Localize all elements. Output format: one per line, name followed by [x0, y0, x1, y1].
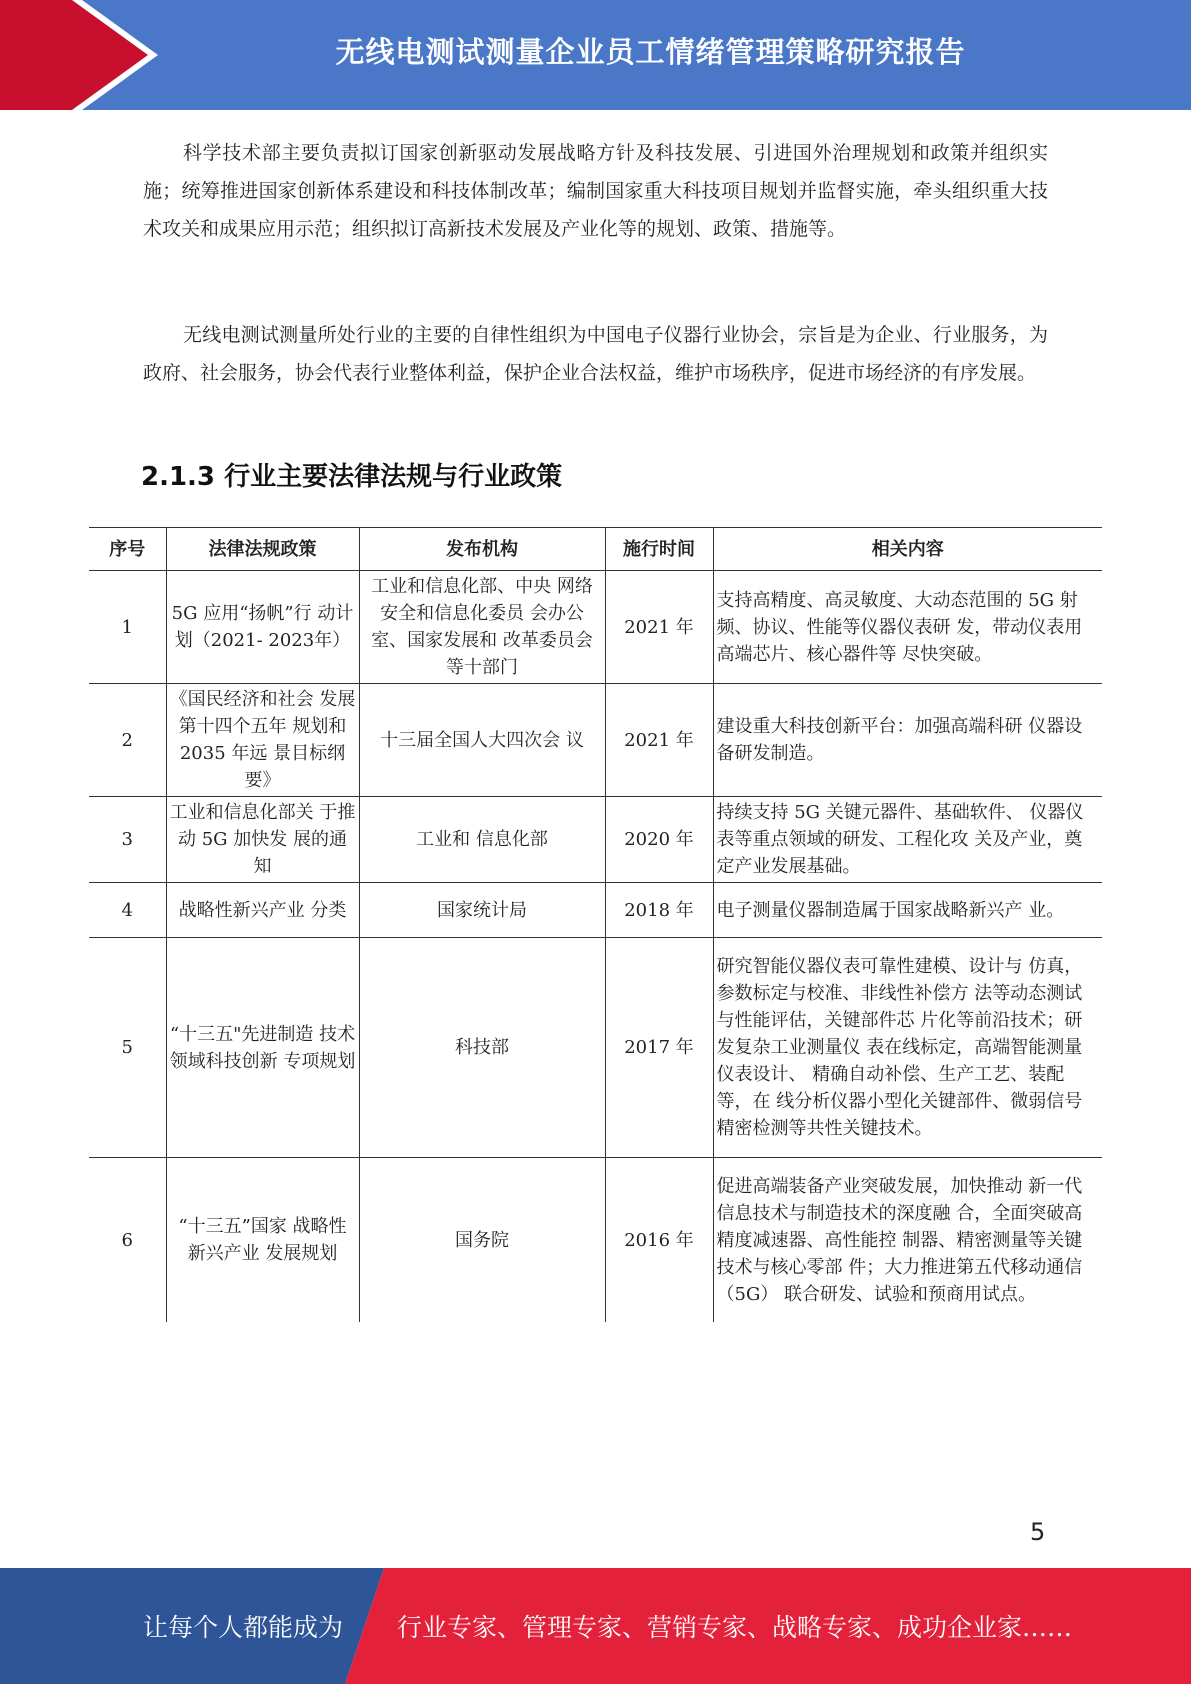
cell-date: 2021 年 — [605, 684, 713, 797]
cell-policy: 《国民经济和社会 发展第十四个五年 规划和 2035 年远 景目标纲要》 — [166, 684, 359, 797]
cell-content: 研究智能仪器仪表可靠性建模、设计与 仿真，参数标定与校准、非线性补偿方 法等动态测试与性能评估，关键部件芯 片化等前沿技术；研发复杂工业测量仪 表在线标定，高端智能测量仪表设计、 精确自动补偿、生产工艺、装配等，在 线分析仪器小型化关键部件、微弱信号 精密检测等共性关键技术。 — [713, 938, 1102, 1158]
paragraph-industry-association: 无线电测试测量所处行业的主要的自律性组织为中国电子仪器行业协会，宗旨是为企业、行业服务，为政府、社会服务，协会代表行业整体利益，保护企业合法权益，维护市场秩序，促进市场经济的有序发展。 — [143, 324, 1048, 384]
cell-date: 2018 年 — [605, 883, 713, 938]
paragraph-ministry-duties: 科学技术部主要负责拟订国家创新驱动发展战略方针及科技发展、引进国外治理规划和政策并组织实施；统筹推进国家创新体系建设和科技体制改革；编制国家重大科技项目规划并监督实施，牵头组织重大技术攻关和成果应用示范；组织拟订高新技术发展及产业化等的规划、政策、措施等。 — [143, 142, 1048, 240]
cell-date: 2016 年 — [605, 1158, 713, 1323]
cell-content: 电子测量仪器制造属于国家战略新兴产 业。 — [713, 883, 1102, 938]
table-row — [89, 883, 1102, 938]
header-policy: 法律法规政策 — [166, 528, 359, 571]
cell-issuer: 国务院 — [359, 1158, 605, 1323]
cell-content: 支持高精度、高灵敏度、大动态范围的 5G 射频、协议、性能等仪器仪表研 发，带动仪表用高端芯片、核心器件等 尽快突破。 — [713, 571, 1102, 684]
cell-content: 促进高端装备产业突破发展，加快推动 新一代信息技术与制造技术的深度融 合，全面突破高精度减速器、高性能控 制器、精密测量等关键技术与核心零部 件；大力推进第五代移动通信（5G） 联合研发、试验和预商用试点。 — [713, 1158, 1102, 1323]
table-row — [89, 684, 1102, 797]
cell-policy: “十三五”国家 战略性新兴产业 发展规划 — [166, 1158, 359, 1323]
header-no: 序号 — [89, 528, 166, 571]
cell-no: 2 — [89, 684, 166, 797]
section-heading: 2.1.3 行业主要法律法规与行业政策 — [141, 462, 563, 492]
header-date: 施行时间 — [605, 528, 713, 571]
cell-issuer: 十三届全国人大四次会 议 — [359, 684, 605, 797]
footer-slogan-right: 行业专家、管理专家、营销专家、战略专家、成功企业家…… — [397, 1613, 1073, 1642]
cell-content: 建设重大科技创新平台：加强高端科研 仪器设备研发制造。 — [713, 684, 1102, 797]
cell-no: 1 — [89, 571, 166, 684]
cell-date: 2020 年 — [605, 797, 713, 883]
table-header-row — [89, 528, 1102, 571]
cell-no: 3 — [89, 797, 166, 883]
policy-table — [89, 527, 1102, 1322]
cell-issuer: 工业和信息化部、中央 网络安全和信息化委员 会办公室、国家发展和 改革委员会等十部门 — [359, 571, 605, 684]
cell-policy: 工业和信息化部关 于推动 5G 加快发 展的通知 — [166, 797, 359, 883]
table-row — [89, 571, 1102, 684]
cell-date: 2017 年 — [605, 938, 713, 1158]
header-issuer: 发布机构 — [359, 528, 605, 571]
cell-issuer: 科技部 — [359, 938, 605, 1158]
table-row — [89, 797, 1102, 883]
cell-policy: 5G 应用“扬帆”行 动计划（2021- 2023年） — [166, 571, 359, 684]
cell-issuer: 国家统计局 — [359, 883, 605, 938]
cell-issuer: 工业和 信息化部 — [359, 797, 605, 883]
page-footer-band — [0, 1568, 1191, 1684]
cell-no: 5 — [89, 938, 166, 1158]
cell-policy: “十三五"先进制造 技术领域科技创新 专项规划 — [166, 938, 359, 1158]
header-content: 相关内容 — [713, 528, 1102, 571]
cell-content: 持续支持 5G 关键元器件、基础软件、 仪器仪表等重点领域的研发、工程化攻 关及产业，奠定产业发展基础。 — [713, 797, 1102, 883]
page-number: 5 — [1030, 1518, 1046, 1546]
page-header-band — [0, 0, 1191, 110]
cell-policy: 战略性新兴产业 分类 — [166, 883, 359, 938]
cell-no: 4 — [89, 883, 166, 938]
cell-date: 2021 年 — [605, 571, 713, 684]
footer-slogan-left: 让每个人都能成为 — [143, 1613, 344, 1642]
report-title: 无线电测试测量企业员工情绪管理策略研究报告 — [335, 34, 966, 69]
table-row — [89, 938, 1102, 1158]
cell-no: 6 — [89, 1158, 166, 1323]
table-row — [89, 1158, 1102, 1323]
